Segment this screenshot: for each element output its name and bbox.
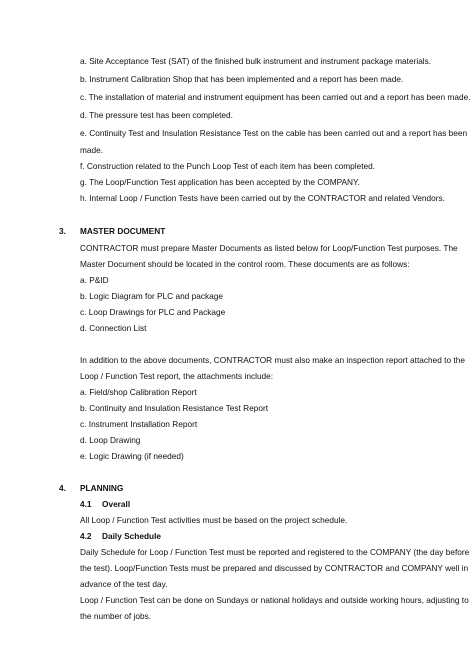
subsection-number: 4.1 — [80, 499, 92, 509]
section-number: 3. — [59, 226, 66, 236]
paragraph-line: the test). Loop/Function Tests must be prepared and discussed by CONTRACTOR and COMPANY well in — [80, 563, 469, 573]
paragraph-line: In addition to the above documents, CONTRACTOR must also make an inspection report attached to the — [80, 355, 465, 365]
list-item: a. P&ID — [80, 275, 109, 285]
paragraph-line: advance of the test day. — [80, 579, 168, 589]
list-item: h. Internal Loop / Function Tests have been carried out by the CONTRACTOR and related Vendors. — [80, 193, 445, 203]
paragraph-line: All Loop / Function Test activities must be based on the project schedule. — [80, 515, 348, 525]
list-item: d. The pressure test has been completed. — [80, 110, 233, 120]
list-item: g. The Loop/Function Test application has been accepted by the COMPANY. — [80, 177, 360, 187]
list-item: e. Continuity Test and Insulation Resistance Test on the cable has been carried out and a report has been — [80, 128, 468, 138]
list-item: e. Logic Drawing (if needed) — [80, 451, 184, 461]
paragraph-line: the number of jobs. — [80, 611, 152, 621]
list-item: a. Field/shop Calibration Report — [80, 387, 197, 397]
list-item-continuation: made. — [80, 145, 104, 155]
list-item: f. Construction related to the Punch Loop Test of each item has been completed. — [80, 161, 376, 171]
list-item: d. Loop Drawing — [80, 435, 141, 445]
section-title: PLANNING — [80, 483, 124, 493]
paragraph-line: Loop / Function Test can be done on Sundays or national holidays and outside working hours, adjusting to — [80, 595, 469, 605]
section-number: 4. — [59, 483, 66, 493]
list-item: a. Site Acceptance Test (SAT) of the finished bulk instrument and instrument package materials. — [80, 56, 432, 66]
list-item: d. Connection List — [80, 323, 147, 333]
list-item: c. Instrument Installation Report — [80, 419, 198, 429]
subsection-number: 4.2 — [80, 531, 92, 541]
subsection-title: Daily Schedule — [102, 531, 162, 541]
section-title: MASTER DOCUMENT — [80, 226, 166, 236]
list-item: b. Continuity and Insulation Resistance Test Report — [80, 403, 269, 413]
subsection-title: Overall — [102, 499, 131, 509]
list-item: c. Loop Drawings for PLC and Package — [80, 307, 226, 317]
paragraph-line: Daily Schedule for Loop / Function Test must be reported and registered to the COMPANY (the day before — [80, 547, 470, 557]
paragraph-line: CONTRACTOR must prepare Master Documents as listed below for Loop/Function Test purposes. The — [80, 243, 458, 253]
list-item: b. Instrument Calibration Shop that has been implemented and a report has been made. — [80, 74, 404, 84]
paragraph-line: Master Document should be located in the control room. These documents are as follows: — [80, 259, 410, 269]
list-item: c. The installation of material and instrument equipment has been carried out and a report has been made. — [80, 92, 471, 102]
paragraph-line: Loop / Function Test report, the attachments include: — [80, 371, 274, 381]
list-item: b. Logic Diagram for PLC and package — [80, 291, 223, 301]
